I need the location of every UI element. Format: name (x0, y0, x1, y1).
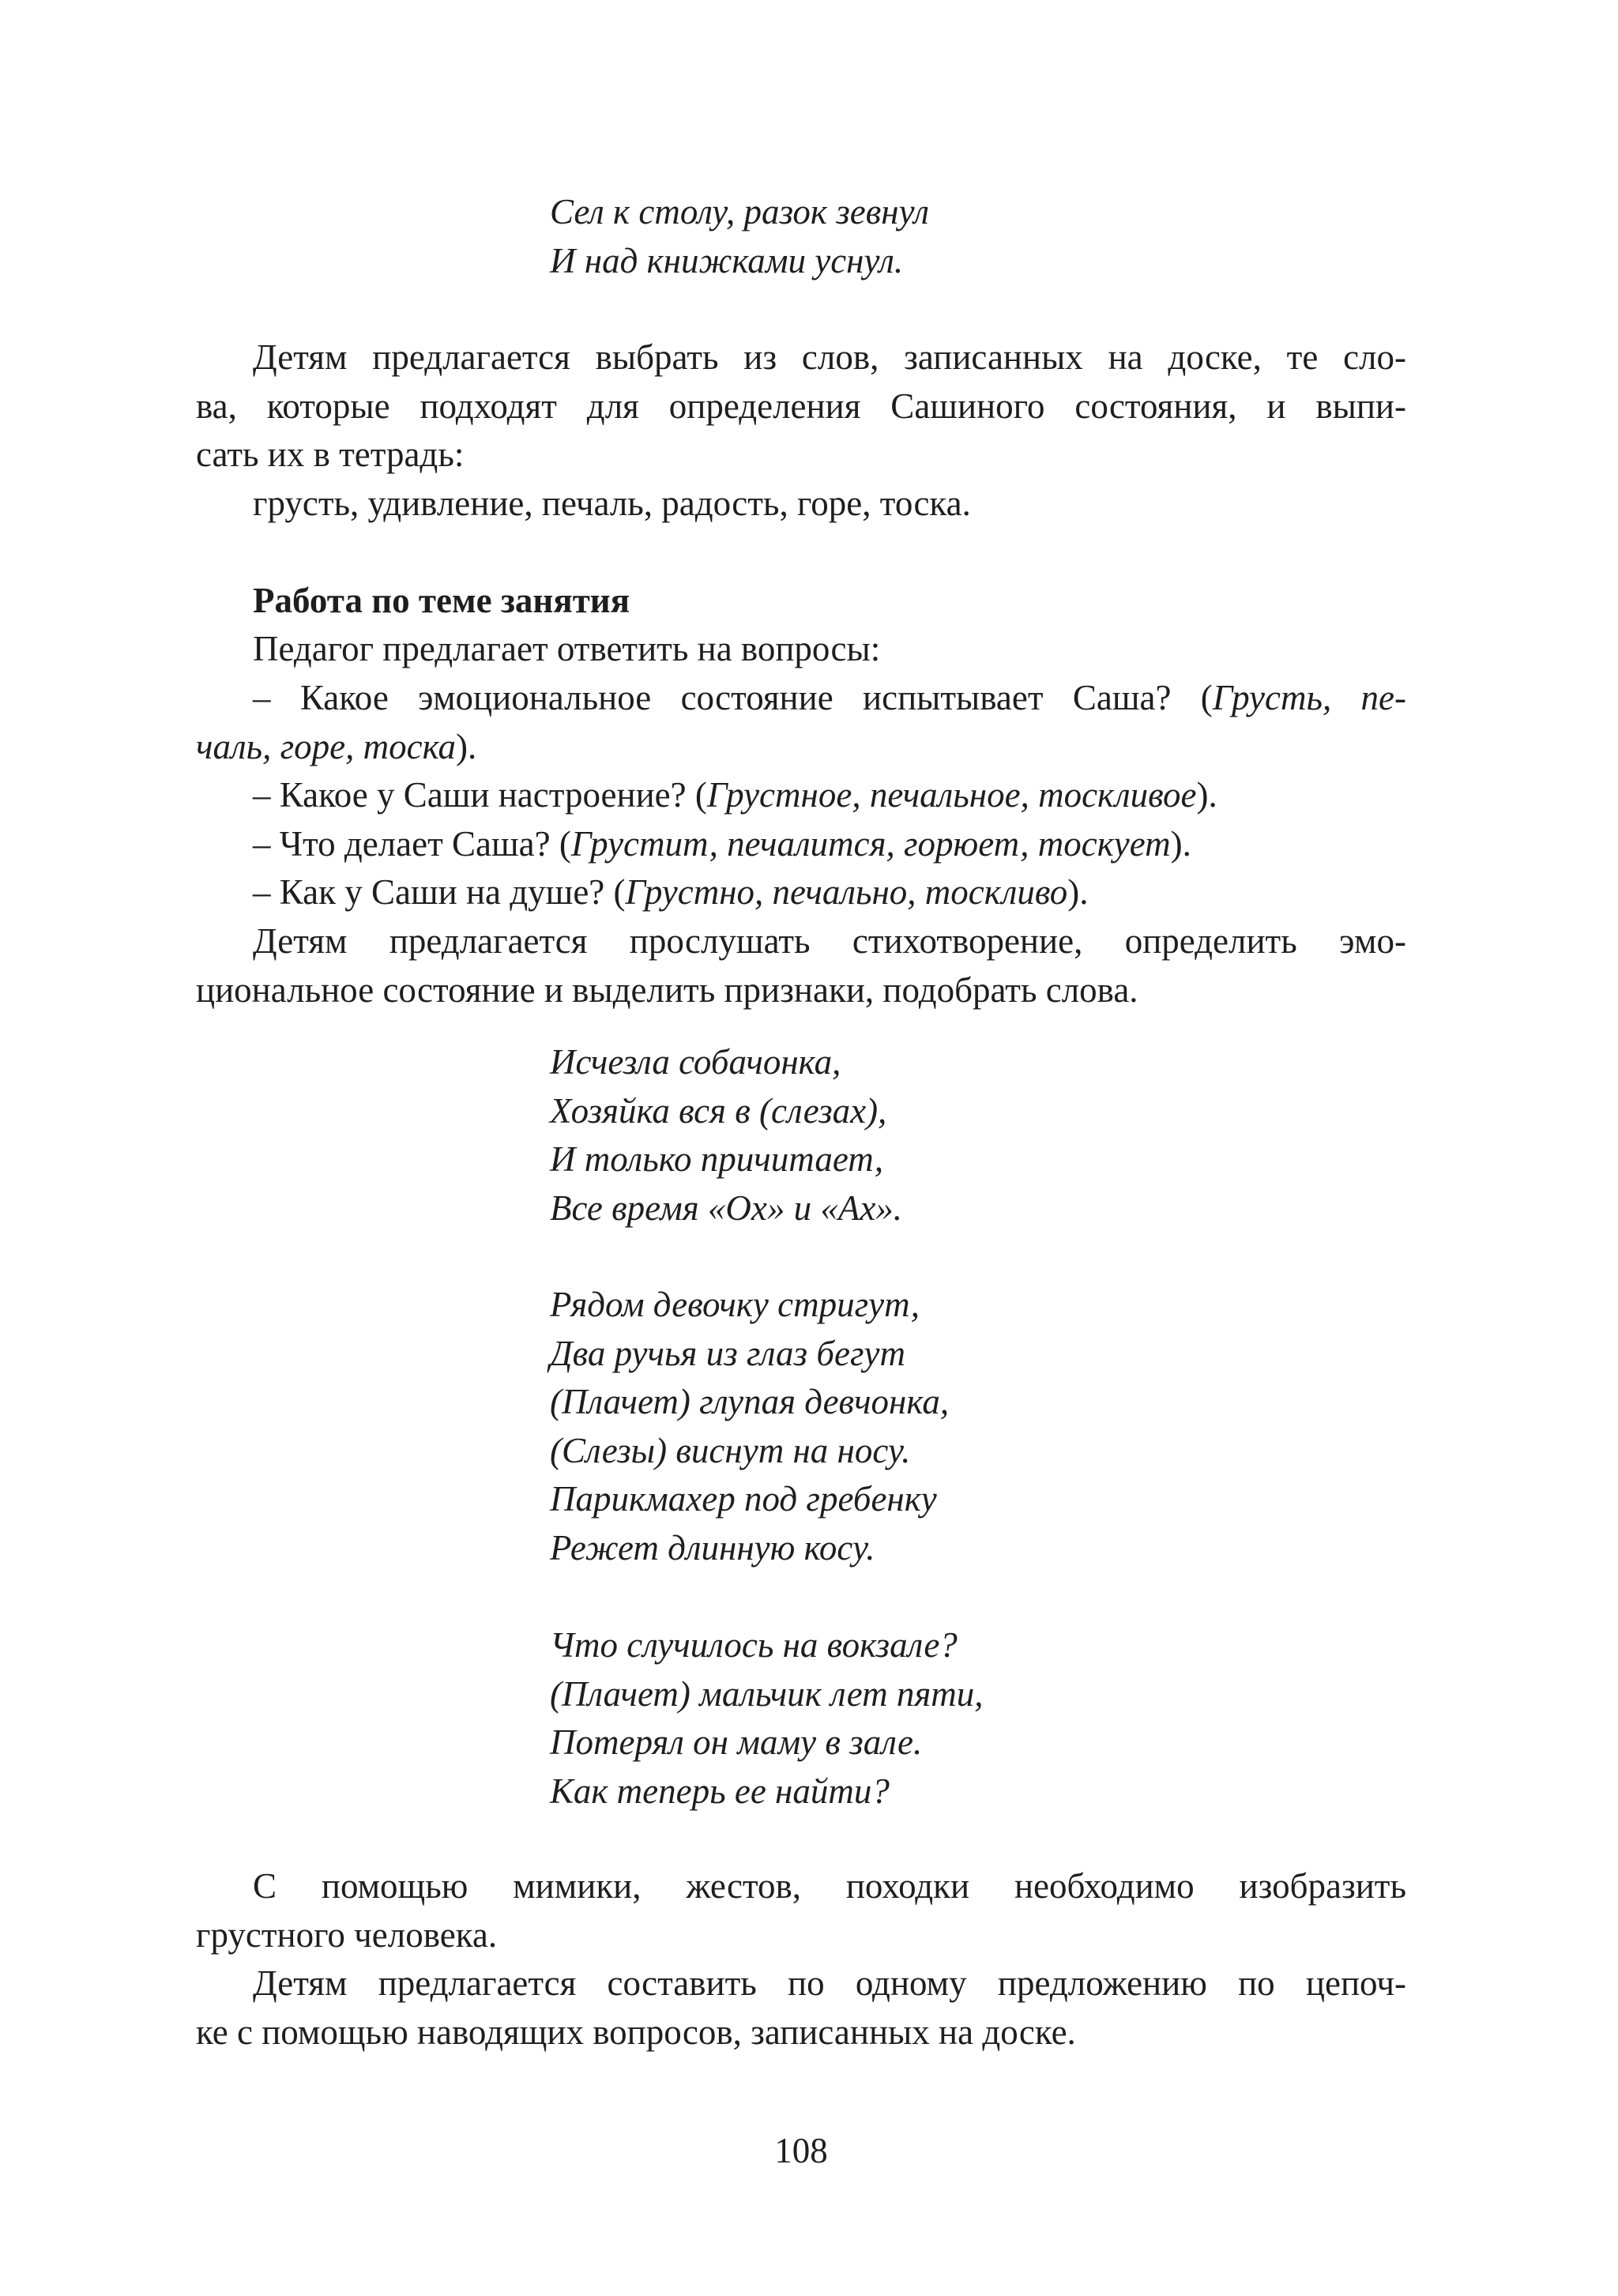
poem-line: Два ручья из глаз бегут (550, 1333, 905, 1373)
section-heading: Работа по теме занятия (253, 581, 630, 620)
poem-line: Все время «Ох» и «Ах». (550, 1188, 903, 1228)
poem-stanza-2 (550, 1281, 949, 1572)
paragraph-line: грустного человека. (196, 1914, 498, 1955)
question-text: – Какое у Саши настроение? ( (253, 775, 707, 815)
question-answer: чаль, горе, тоска (196, 726, 456, 766)
paragraph-line: С помощью мимики, жестов, походки необходимо изобразить (253, 1866, 1406, 1906)
paragraph-line: ва, которые подходят для определения Сашиного состояния, и выпи- (196, 386, 1406, 426)
paragraph-line: Детям предлагается прослушать стихотворение, определить эмо- (253, 921, 1406, 961)
poem-line: (Плачет) мальчик лет пяти, (550, 1673, 984, 1714)
question-2: – Какое у Саши настроение? (Грустное, печальное, тоскливое). (253, 775, 1217, 815)
question-answer: Грусть, пе- (1212, 678, 1406, 717)
poem-line: (Слезы) виснут на носу. (550, 1430, 911, 1470)
paragraph-mimicry (196, 1862, 1406, 1959)
question-3: – Что делает Саша? (Грустит, печалится, горюет, тоскует). (253, 824, 1191, 864)
question-text: – Какое эмоциональное состояние испытывает Саша? ( (253, 678, 1213, 717)
poem-line: И только причитает, (550, 1139, 884, 1179)
paragraph-task-choose-words (196, 333, 1406, 480)
poem-line: Режет длинную косу. (550, 1527, 875, 1568)
question-1: – Какое эмоциональное состояние испытывает Саша? (Грусть, пе- чаль, горе, тоска). (196, 678, 1406, 766)
question-4: – Как у Саши на душе? (Грустно, печально, тоскливо). (253, 872, 1089, 912)
paragraph-line: ке с помощью наводящих вопросов, записанных на доске. (196, 2012, 1076, 2052)
poem-line: Исчезла собачонка, (550, 1042, 841, 1082)
verse-fragment (550, 188, 929, 285)
paragraph-line: сать их в тетрадь: (196, 435, 465, 474)
paragraph-line: циональное состояние и выделить признаки, подобрать слова. (196, 969, 1138, 1010)
page-number: 108 (774, 2131, 828, 2170)
poem-line: Как теперь ее найти? (550, 1771, 890, 1811)
document-page (196, 0, 1406, 2296)
poem-line: (Плачет) глупая девчонка, (550, 1382, 950, 1421)
question-text: – Что делает Саша? ( (253, 824, 571, 864)
poem-stanza-1 (550, 1038, 902, 1233)
paragraph-listen-poem (196, 917, 1406, 1014)
verse-line: Сел к столу, разок зевнул (550, 192, 929, 231)
poem-line: Что случилось на вокзале? (550, 1625, 958, 1665)
question-text: – Как у Саши на душе? ( (253, 872, 626, 912)
word-list: грусть, удивление, печаль, радость, горе, тоска. (253, 484, 971, 523)
questions-intro: Педагог предлагает ответить на вопросы: (253, 629, 881, 668)
question-answer: Грустит, печалится, горюет, тоскует (570, 824, 1171, 864)
question-answer: Грустно, печально, тоскливо (625, 872, 1068, 912)
paragraph-line: Детям предлагается составить по одному предложению по цепоч- (253, 1963, 1406, 2003)
paragraph-chain-sentences (196, 1959, 1406, 2057)
poem-line: Парикмахер под гребенку (550, 1479, 937, 1519)
paragraph-line: Детям предлагается выбрать из слов, записанных на доске, те сло- (253, 337, 1406, 377)
poem-line: Рядом девочку стригут, (550, 1285, 920, 1324)
poem-line: Хозяйка вся в (слезах), (550, 1090, 887, 1131)
poem-stanza-3 (550, 1621, 984, 1816)
poem-line: Потерял он маму в зале. (550, 1722, 923, 1762)
question-answer: Грустное, печальное, тоскливое (706, 775, 1197, 815)
verse-line: И над книжками уснул. (550, 240, 904, 280)
